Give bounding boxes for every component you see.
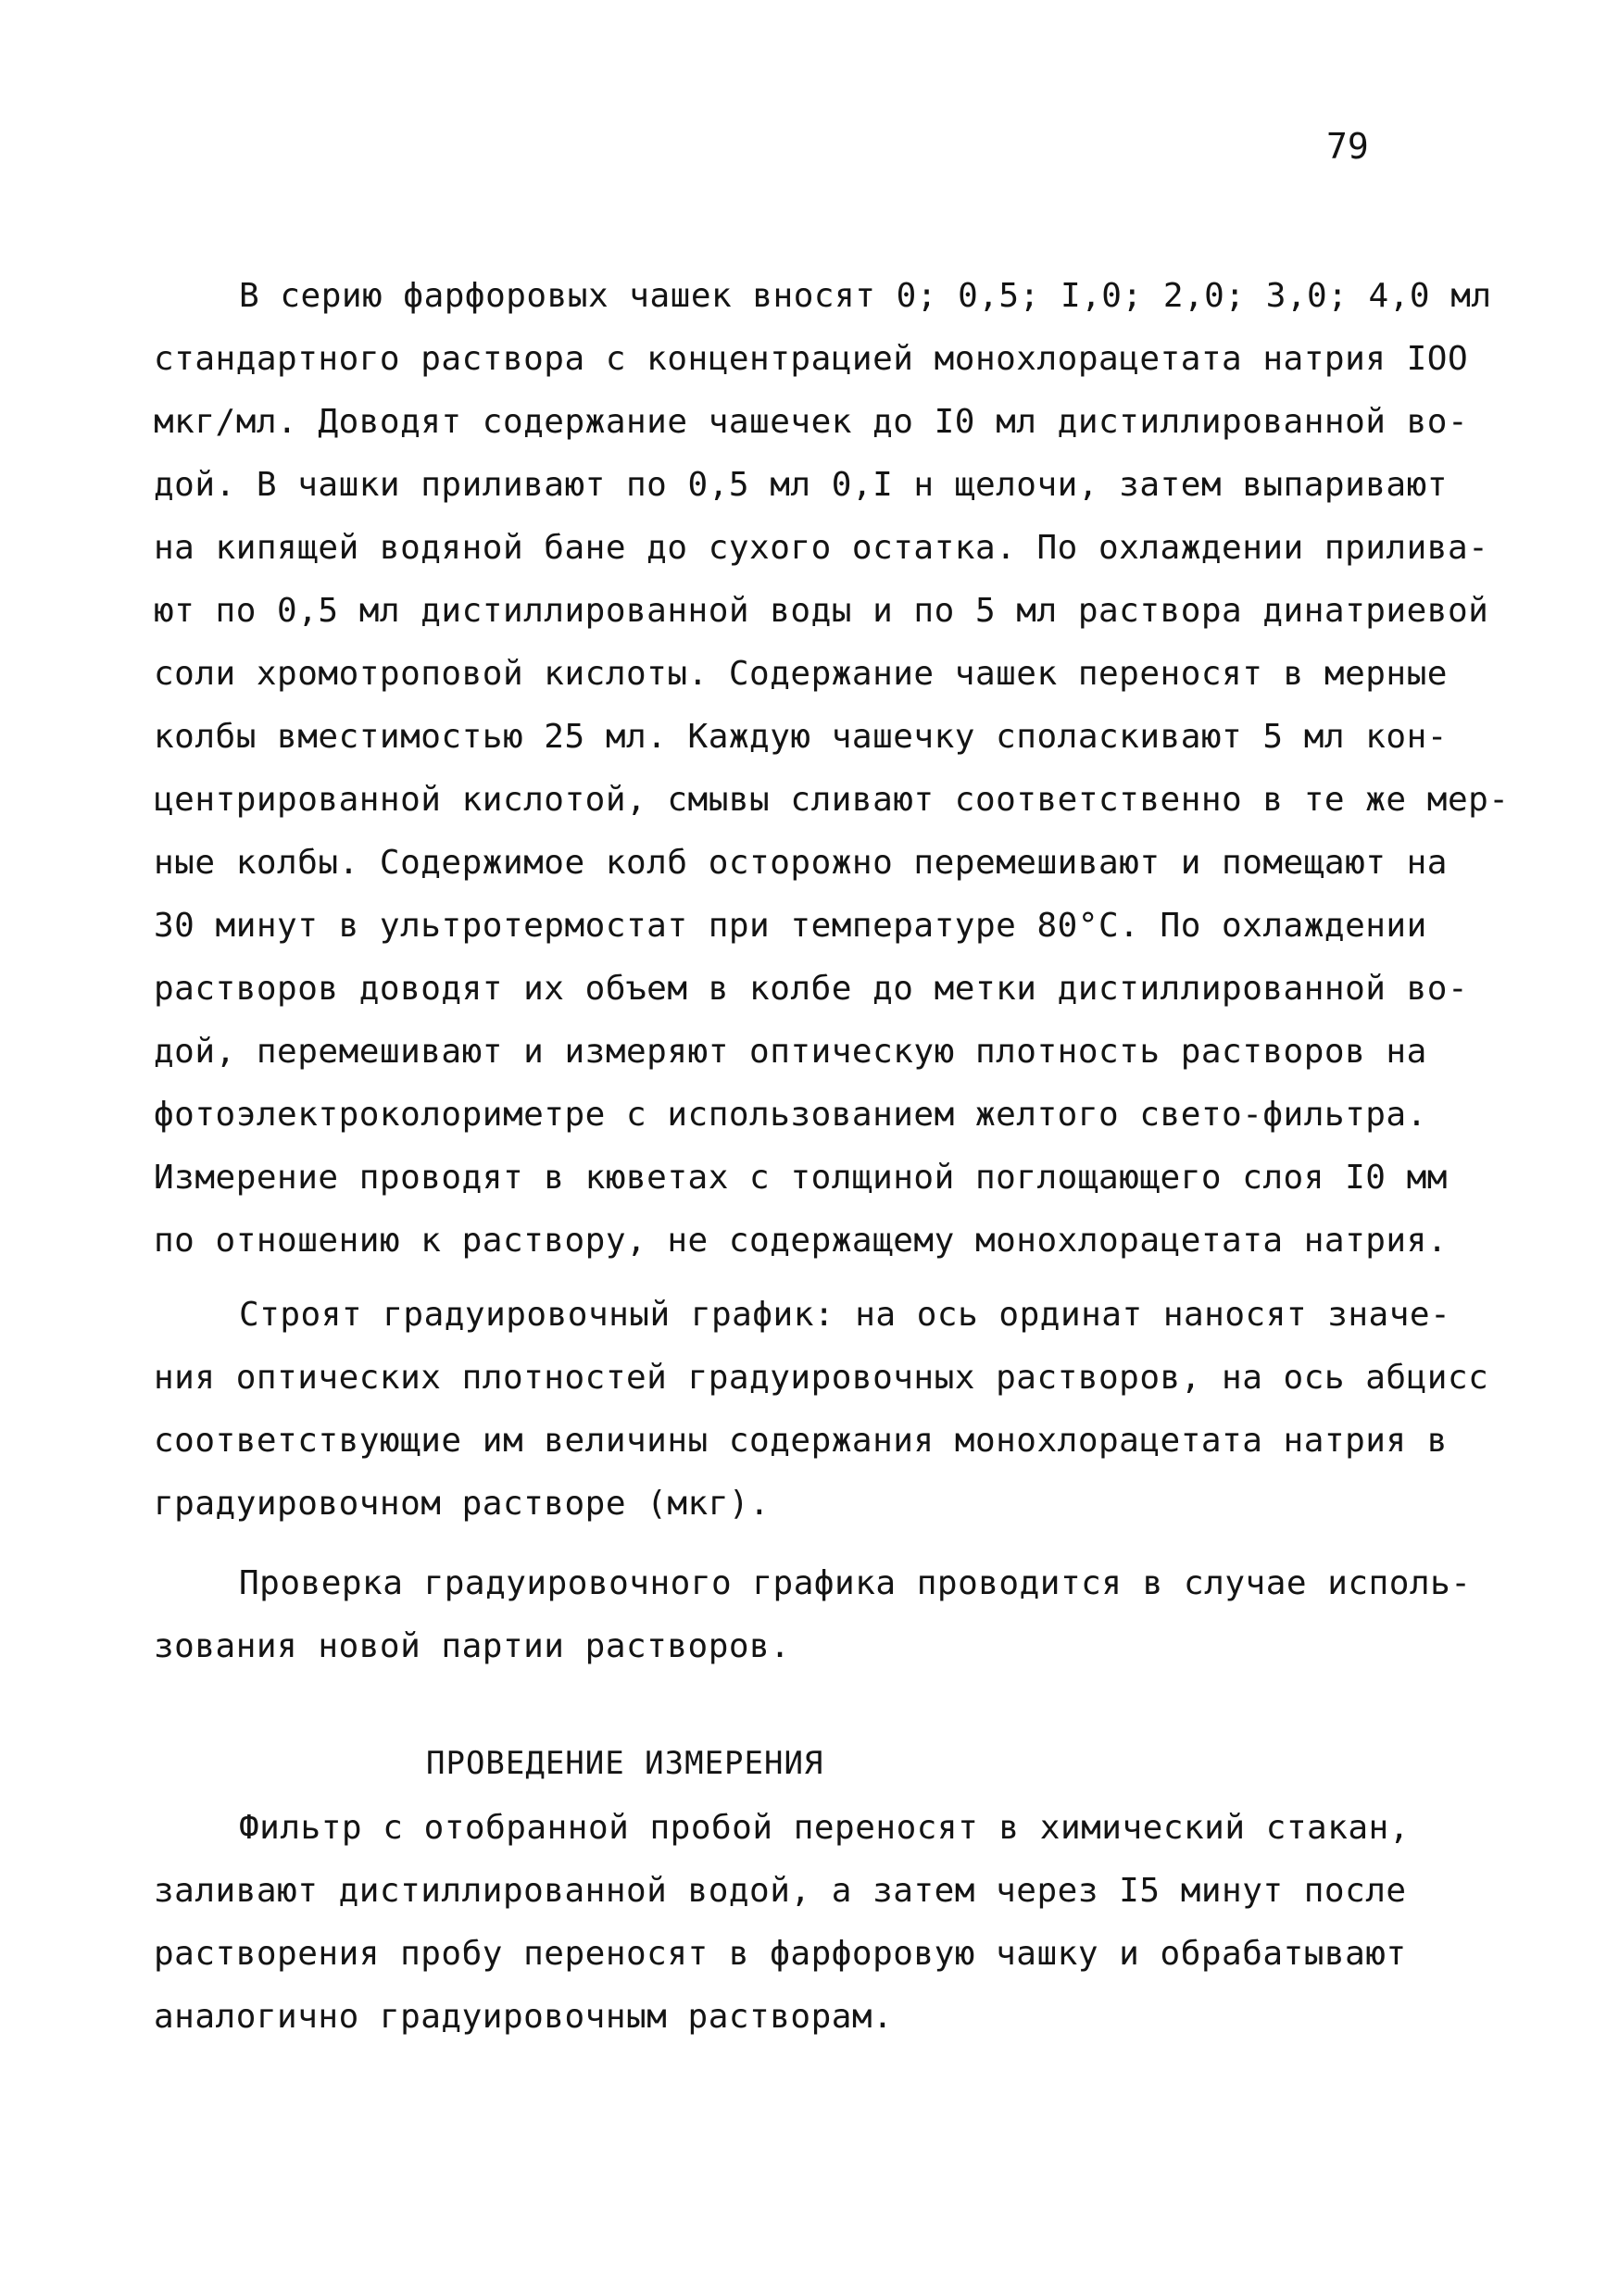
- text-line: растворения пробу переносят в фарфоровую чашку и обрабатывают: [154, 1935, 1407, 1973]
- text-line: стандартного раствора с концентрацией монохлорацетата натрия IOO: [154, 340, 1469, 378]
- text-line: Измерение проводят в кюветах с толщиной поглощающего слоя I0 мм: [154, 1159, 1448, 1197]
- text-line: заливают дистиллированной водой, а затем через I5 минут после: [154, 1872, 1407, 1910]
- text-line: по отношению к раствору, не содержащему монохлорацетата натрия.: [154, 1222, 1448, 1260]
- text-line: соответствующие им величины содержания монохлорацетата натрия в: [154, 1422, 1448, 1460]
- text-line: дой. В чашки приливают по 0,5 мл 0,I н щелочи, затем выпаривают: [154, 466, 1448, 504]
- text-line: В серию фарфоровых чашек вносят 0; 0,5; I,0; 2,0; 3,0; 4,0 мл: [239, 277, 1492, 315]
- text-line: Фильтр с отобранной пробой переносят в химический стакан,: [239, 1809, 1410, 1847]
- text-line: 30 минут в ультротермостат при температуре 80°С. По охлаждении: [154, 907, 1427, 945]
- text-line: зования новой партии растворов.: [154, 1627, 791, 1665]
- text-line: градуировочном растворе (мкг).: [154, 1485, 771, 1523]
- text-line: мкг/мл. Доводят содержание чашечек до I0 мл дистиллированной во-: [154, 403, 1469, 441]
- text-line: Проверка градуировочного графика проводится в случае исполь-: [239, 1564, 1472, 1602]
- text-line: соли хромотроповой кислоты. Содержание чашек переносят в мерные: [154, 655, 1448, 693]
- text-line: ные колбы. Содержимое колб осторожно перемешивают и помещают на: [154, 844, 1448, 882]
- text-line: ют по 0,5 мл дистиллированной воды и по 5 мл раствора динатриевой: [154, 592, 1489, 630]
- page-number: 79: [1326, 126, 1369, 167]
- text-line: аналогично градуировочным растворам.: [154, 1998, 894, 2036]
- text-line: ния оптических плотностей градуировочных растворов, на ось абцисс: [154, 1359, 1489, 1397]
- text-line: Строят градуировочный график: на ось ординат наносят значе-: [239, 1296, 1451, 1334]
- text-line: на кипящей водяной бане до сухого остатка. По охлаждении прилива-: [154, 529, 1489, 567]
- text-line: фотоэлектроколориметре с использованием желтого свето-фильтра.: [154, 1096, 1427, 1134]
- text-line: колбы вместимостью 25 мл. Каждую чашечку споласкивают 5 мл кон-: [154, 718, 1448, 756]
- text-line: дой, перемешивают и измеряют оптическую плотность растворов на: [154, 1033, 1427, 1071]
- text-line: растворов доводят их объем в колбе до метки дистиллированной во-: [154, 970, 1469, 1008]
- text-line: центрированной кислотой, смывы сливают соответственно в те же мер-: [154, 781, 1510, 819]
- section-heading: ПРОВЕДЕНИЕ ИЗМЕРЕНИЯ: [426, 1745, 824, 1782]
